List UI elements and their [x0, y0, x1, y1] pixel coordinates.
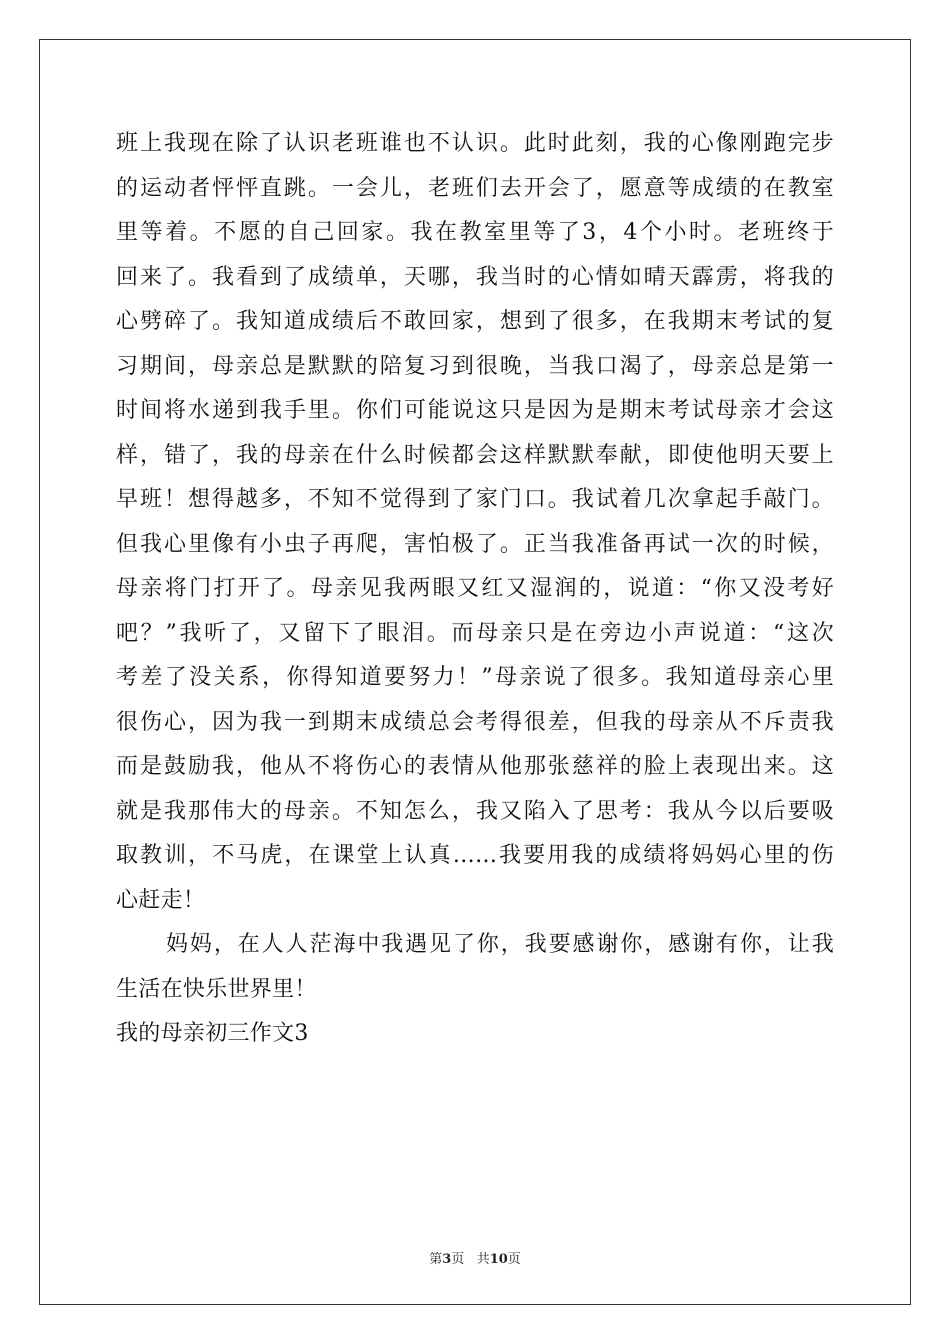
paragraph-2: [116, 923, 834, 1012]
text-line: 样，错了，我的母亲在什么时候都会这样默默奉献，即使他明天要上: [116, 442, 834, 468]
text-line: 但我心里像有小虫子再爬，害怕极了。正当我准备再试一次的时候，: [116, 531, 834, 557]
text-line: 很伤心，因为我一到期末成绩总会考得很差，但我的母亲从不斥责我: [116, 709, 834, 735]
text-line: 习期间，母亲总是默默的陪复习到很晚，当我口渴了，母亲总是第一: [116, 353, 834, 379]
footer-page-suffix: 页: [451, 1252, 465, 1267]
text-line: 吧？”我听了，又留下了眼泪。而母亲只是在旁边小声说道：“这次: [116, 620, 834, 646]
text-line: 就是我那伟大的母亲。不知怎么，我又陷入了思考：我从今以后要吸: [116, 798, 834, 824]
text-line: 妈妈，在人人茫海中我遇见了你，我要感谢你，感谢有你，让我: [166, 932, 834, 957]
total-page-count: 10: [489, 1252, 508, 1267]
text-line: 里等着。不愿的自己回家。我在教室里等了3，4个小时。老班终于: [116, 220, 834, 245]
text-line: 母亲将门打开了。母亲见我两眼又红又湿润的，说道：“你又没考好: [116, 576, 834, 601]
text-line: 班上我现在除了认识老班谁也不认识。此时此刻，我的心像刚跑完步: [116, 131, 834, 156]
text-line: 早班！想得越多，不知不觉得到了家门口。我试着几次拿起手敲门。: [116, 487, 834, 512]
document-body: [116, 122, 834, 1057]
text-line: 考差了没关系，你得知道要努力！”母亲说了很多。我知道母亲心里: [116, 665, 834, 690]
section-heading: 我的母亲初三作文3: [116, 1021, 309, 1046]
text-line: 心劈碎了。我知道成绩后不敢回家，想到了很多，在我期末考试的复: [116, 309, 834, 334]
text-line: 取教训，不马虎，在课堂上认真……我要用我的成绩将妈妈心里的伤: [116, 843, 834, 868]
footer-prefix: 第: [429, 1252, 443, 1267]
text-line: 而是鼓励我，他从不将伤心的表情从他那张慈祥的脸上表现出来。这: [116, 754, 834, 779]
text-line: 生活在快乐世界里！: [116, 976, 317, 1002]
page-footer: [0, 1248, 950, 1267]
paragraph-1: [116, 122, 834, 923]
text-line: 的运动者怦怦直跳。一会儿，老班们去开会了，愿意等成绩的在教室: [116, 175, 834, 201]
text-line: 心赶走！: [116, 887, 206, 913]
text-line: 回来了。我看到了成绩单，天哪，我当时的心情如晴天霹雳，将我的: [116, 264, 834, 290]
current-page-number: 3: [442, 1252, 452, 1267]
footer-total-suffix: 页: [507, 1252, 521, 1267]
text-line: 时间将水递到我手里。你们可能说这只是因为是期末考试母亲才会这: [116, 398, 834, 423]
footer-total-prefix: 共: [476, 1252, 490, 1267]
